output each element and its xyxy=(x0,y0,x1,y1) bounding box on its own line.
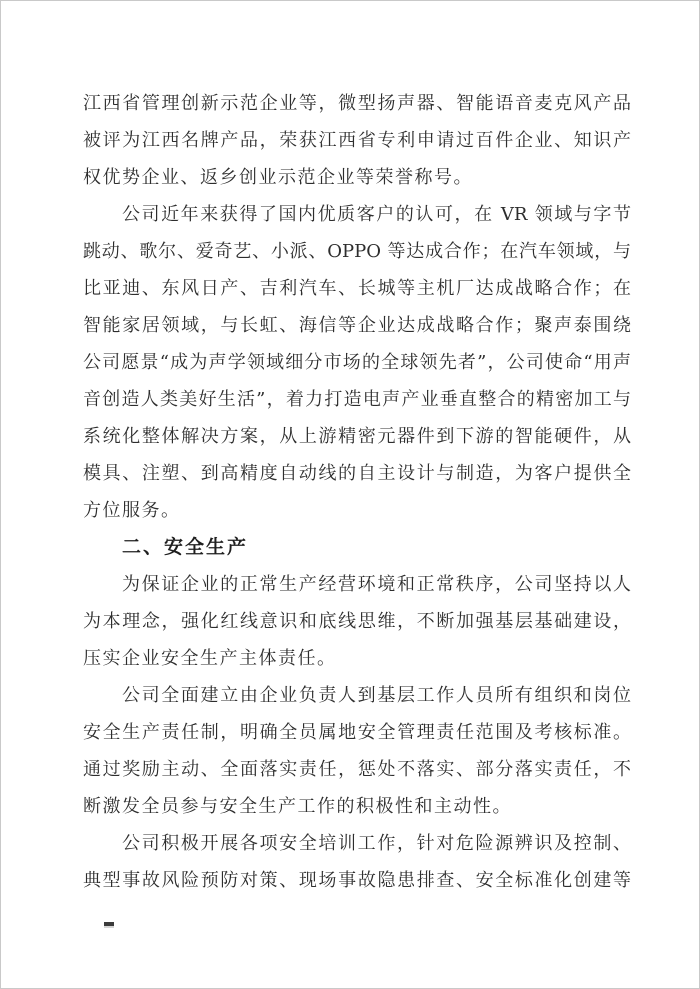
text-line: 为本理念，强化红线意识和底线思维，不断加强基层基础建设， xyxy=(83,611,631,632)
text-line: 压实企业安全生产主体责任。 xyxy=(83,648,337,669)
text-line: 被评为江西名牌产品，荣获江西省专利申请过百件企业、知识产 xyxy=(83,130,631,151)
section-heading-safety-production: 二、安全生产 xyxy=(122,536,249,558)
text-line: 典型事故风险预防对策、现场事故隐患排查、安全标准化创建等 xyxy=(83,870,631,891)
text-line: 安全生产责任制，明确全员属地安全管理责任范围及考核标准。 xyxy=(83,722,631,743)
text-line: 公司近年来获得了国内优质客户的认可，在 VR 领域与字节 xyxy=(122,204,631,225)
text-line: 公司全面建立由企业负责人到基层工作人员所有组织和岗位 xyxy=(122,685,631,706)
document-body xyxy=(83,85,631,899)
stray-dash-mark xyxy=(104,922,114,926)
text-line: 断激发全员参与安全生产工作的积极性和主动性。 xyxy=(83,796,512,817)
paragraph-customers-cooperation xyxy=(83,196,631,529)
text-line: 系统化整体解决方案，从上游精密元器件到下游的智能硬件，从 xyxy=(83,426,631,447)
paragraph-safety-philosophy xyxy=(83,566,631,677)
paragraph-honors xyxy=(83,85,631,196)
text-line: 公司积极开展各项安全培训工作，针对危险源辨识及控制、 xyxy=(122,833,631,854)
text-line: 为保证企业的正常生产经营环境和正常秩序，公司坚持以人 xyxy=(122,574,631,595)
text-line: 公司愿景“成为声学领域细分市场的全球领先者”，公司使命“用声 xyxy=(83,352,631,373)
paragraph-safety-training xyxy=(83,825,631,899)
text-line: 江西省管理创新示范企业等，微型扬声器、智能语音麦克风产品 xyxy=(83,93,631,114)
text-line: 音创造人类美好生活”，着力打造电声产业垂直整合的精密加工与 xyxy=(83,389,631,410)
text-line: 方位服务。 xyxy=(83,500,181,521)
text-line: 智能家居领域，与长虹、海信等企业达成战略合作；聚声泰围绕 xyxy=(83,315,631,336)
text-line: 跳动、歌尔、爱奇艺、小派、OPPO 等达成合作；在汽车领域，与 xyxy=(83,241,631,262)
paragraph-responsibility-system xyxy=(83,677,631,825)
text-line: 模具、注塑、到高精度自动线的自主设计与制造，为客户提供全 xyxy=(83,463,631,484)
text-line: 权优势企业、返乡创业示范企业等荣誉称号。 xyxy=(83,167,473,188)
text-line: 比亚迪、东风日产、吉利汽车、长城等主机厂达成战略合作；在 xyxy=(83,278,631,299)
text-line: 通过奖励主动、全面落实责任，惩处不落实、部分落实责任，不 xyxy=(83,759,631,780)
